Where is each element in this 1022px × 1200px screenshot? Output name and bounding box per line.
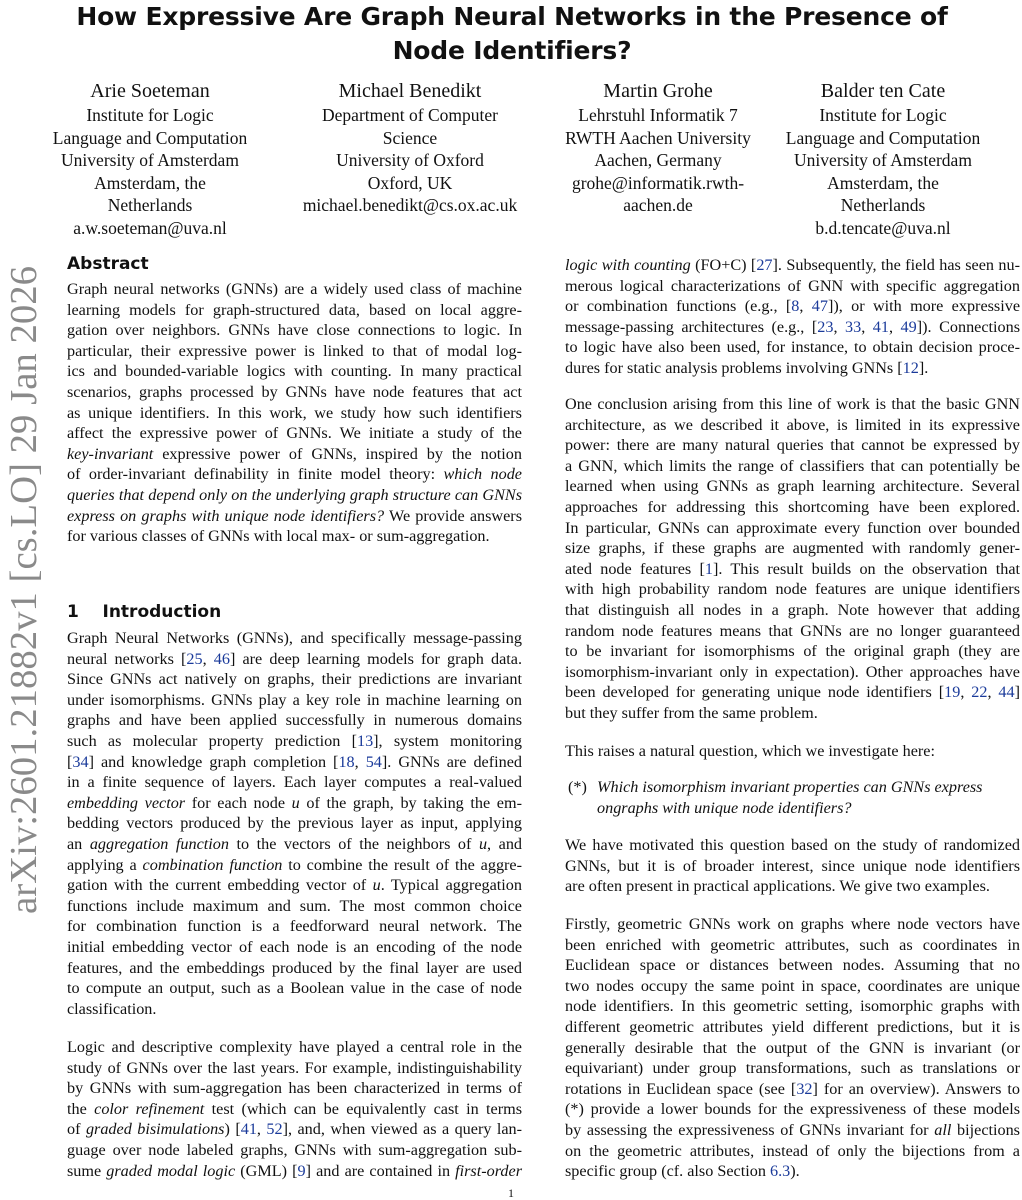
text-line: been developed for generating unique node identifiers [19, 22, 44] [565,683,1020,702]
text-line: approaches for addressing this shortcoming have been explored. [565,497,1020,516]
text-line: different geometric attributes yield different predictions, but it is [565,1017,1020,1036]
text-line: [34] and knowledge graph completion [18, 54]. GNNs are defined [67,752,523,771]
author-name: Balder ten Cate [820,80,946,102]
text-line: This raises a natural question, which we investigate here: [565,742,935,760]
author-email: aachen.de [623,195,693,215]
text-line: features, and the embeddings produced by the final layer are used [67,958,522,977]
text-line: guage over node labeled graphs, GNNs with sum-aggregation sub- [67,1140,522,1159]
citation-link[interactable]: 41 [240,1120,257,1139]
citation-link[interactable]: 32 [796,1079,813,1098]
text-line: learning models for graph-structured data, based on local aggre- [67,300,522,319]
text-line: as unique identifiers. In this work, we study how such identifiers [67,403,522,422]
text-line: but they suffer from the same problem. [565,703,818,722]
text-line: by GNNs with sum-aggregation has been characterized in terms of [67,1079,522,1098]
text-line: message-passing architectures (e.g., [23, 33, 41, 49]). Connections [565,317,1021,336]
author-affil: Aachen, Germany [594,150,722,170]
text-line: under isomorphisms. GNNs play a key role in machine learning on [67,690,522,709]
text-line: One conclusion arising from this line of work is that the basic GNN [565,395,1020,413]
author-name: Martin Grohe [603,80,713,102]
text-line: or combination functions (e.g., [8, 47]), or with more expressive [565,297,1021,316]
citation-link[interactable]: 34 [72,752,89,771]
text-line: merous logical characterizations of GNN with specific aggregation [565,276,1020,295]
text-line: embedding vector for each node u of the graph, by taking the em- [67,793,522,812]
text-line: such as molecular property prediction [13], system monitoring [67,731,522,750]
author-affil: Language and Computation [785,127,981,148]
text-line: applying a combination function to combine the result of the aggre- [67,855,523,874]
text-line: Since GNNs act natively on graphs, their predictions are invariant [67,670,522,689]
text-line: learned when using GNNs as graph learning architecture. Several [565,477,1020,496]
author-name: Arie Soeteman [90,80,210,102]
text-line: study of GNNs over the last years. For example, indistinguishability [67,1058,522,1077]
citation-link[interactable]: 44 [998,683,1015,702]
text-line: been enriched with geometric attributes, such as coordinates in [565,935,1020,954]
title-line-1: How Expressive Are Graph Neural Networks in the Presence of [76,2,948,31]
citation-link[interactable]: 33 [845,317,862,336]
text-line: that distinguish all nodes in a graph. Note however that adding [565,600,1020,619]
citation-link[interactable]: 41 [872,317,889,336]
author-affil: University of Amsterdam [794,150,972,170]
text-line: GNNs, but it is of broader interest, since unique node identifiers [565,856,1020,875]
text-line: are often present in practical applications. We give two examples. [565,877,990,896]
author-affil: Lehrstuhl Informatik 7 [578,105,738,125]
title-line-2: Node Identifiers? [392,36,632,65]
text-line: a GNN, which limits the range of classifiers that can potentially be [565,456,1020,475]
right-paragraph-1 [565,255,1020,379]
text-line: sume graded modal logic (GML) [9] and are contained in first-order [67,1161,522,1180]
citation-link[interactable]: 13 [356,731,374,750]
text-line: in a finite sequence of layers. Each layer computes a real-valued [67,773,522,792]
text-line: for combination function is a feedforward neural network. The [67,917,522,936]
right-paragraph-3 [565,741,1020,762]
citation-link[interactable]: 8 [791,297,800,316]
citation-link[interactable]: 23 [817,317,834,336]
author-email: michael.benedikt@cs.ox.ac.uk [302,195,518,215]
text-line: rotations in Euclidean space (see [32] for an overview). Answers to [565,1079,1021,1098]
citation-link[interactable]: 25 [186,649,203,668]
text-line: scenarios, graphs processed by GNNs have node features that act [67,382,522,401]
text-line: ics and bounded-variable logics with counting. In many practical [67,362,522,381]
text-line: isomorphism-invariant only in expectation). Other approaches have [565,662,1020,681]
abstract-body [67,279,522,547]
citation-link[interactable]: 27 [756,256,773,274]
author-affil: University of Oxford [336,150,484,170]
text-line: power: there are many natural queries that cannot be expressed by [565,436,1020,455]
author-affil: Institute for Logic [86,105,214,125]
question-text [597,777,1020,818]
text-line: We have motivated this question based on the study of randomized [565,836,1020,854]
text-line: with high probability random node features are unique identifiers [565,580,1020,599]
text-line: classification. [67,999,157,1018]
text-line: for various classes of GNNs with local max- or sum-aggregation. [67,527,490,546]
text-line: to compute an output, such as a Boolean value in the case of node [67,979,522,998]
text-line: (*) provide a lower bounds for the expressiveness of these models [565,1100,1020,1119]
text-line: to logic have also been used, for instance, to obtain decision proce- [565,338,1020,357]
text-line: graphs and have been applied successfully in numerous domains [67,711,522,730]
text-line: of graded bisimulations) [41, 52], and, when viewed as a query lan- [67,1120,523,1139]
text-line: size graphs, if these graphs are augmented with randomly gener- [565,539,1020,558]
text-line: gation with the current embedding vector of u. Typical aggregation [67,876,522,895]
text-line: Graph Neural Networks (GNNs), and specifically message-passing [67,629,522,647]
author-affil: Oxford, UK [367,172,453,193]
text-line: Graph neural networks (GNNs) are a widely used class of machine [67,280,522,298]
text-line: equivariant) under group transformations, such as translations or [565,1059,1020,1078]
author-affil: Department of Computer [322,105,498,125]
text-line: particular, their expressive power is linked to that of modal log- [67,341,522,360]
arxiv-id: arXiv:2601.21882v1 [cs.LO] 29 Jan 2026 [3,278,45,914]
text-line: In particular, GNNs can approximate every function over bounded [565,518,1020,537]
text-line: express on graphs with unique node identifiers? We provide answers [67,506,522,525]
text-line: by assessing the expressiveness of GNNs invariant for all bijections [565,1120,1020,1139]
author-2 [292,78,528,217]
text-line: ated node features [1]. This result builds on the observation that [565,559,1020,578]
text-line: generally desirable that the output of the GNN is invariant (or [565,1038,1020,1057]
text-line: Logic and descriptive complexity have played a central role in the [67,1038,522,1056]
text-line: Euclidean space or distances between nodes. Assuming that no [565,956,1020,975]
author-affil: Netherlands [840,195,926,215]
right-paragraph-2 [565,394,1020,724]
text-line: Which isomorphism invariant properties can GNNs express on [597,778,983,817]
text-line: affect the expressive power of GNNs. We initiate a study of the [67,424,522,443]
text-line: key-invariant expressive power of GNNs, inspired by the notion [67,444,522,463]
paper-title [40,0,984,68]
author-affil: RWTH Aachen University [565,127,751,148]
author-affil: Language and Computation [52,127,248,148]
citation-link[interactable]: 54 [365,752,382,771]
text-line: functions include maximum and sum. The most common choice [67,896,522,915]
citation-link[interactable]: 22 [971,683,988,702]
question-marker: (*) [568,778,587,796]
right-paragraph-4 [565,835,1020,897]
text-line: logic with counting (FO+C) [27]. Subsequently, the field has seen nu- [565,256,1020,274]
text-line: of order-invariant definability in finite model theory: which node [67,465,522,484]
citation-link[interactable]: 6.3 [769,1162,791,1181]
author-affil: Amsterdam, the [827,172,939,193]
page-number: 1 [508,1186,514,1200]
text-line: specific group (cf. also Section 6.3). [565,1162,800,1181]
right-paragraph-5 [565,914,1020,1182]
citation-link[interactable]: 49 [900,317,917,336]
text-line: architecture, as we described it above, is limited in its expressive [565,415,1020,434]
abstract-heading: Abstract [67,254,149,274]
text-line: initial embedding vector of each node is an encoding of the node [67,937,522,956]
author-1 [30,78,270,239]
introduction-heading: 1 Introduction [67,602,222,622]
author-3 [538,78,778,217]
citation-link[interactable]: 46 [213,649,230,668]
text-line: queries that depend only on the underlying graph structure can GNNs [67,485,522,504]
text-line: random node features means that GNNs are no longer guaranteed [565,621,1020,640]
author-affil: Science [382,127,438,148]
text-line: an aggregation function to the vectors of the neighbors of u, and [67,834,523,853]
author-email: b.d.tencate@uva.nl [815,217,951,238]
author-4 [766,78,1000,239]
citation-link[interactable]: 19 [944,683,961,702]
text-line: bedding vectors produced by the previous layer as input, applying [67,814,522,833]
text-line: on the geometric attributes, instead of only the bijections from a [565,1141,1020,1160]
citation-link[interactable]: 47 [811,297,828,316]
text-line: to be invariant for isomorphisms of the original graph (they are [565,642,1020,661]
citation-link[interactable]: 52 [266,1120,283,1139]
text-line: node identifiers. In this geometric setting, isomorphic graphs with [565,997,1020,1016]
author-affil: Amsterdam, the [94,172,206,193]
author-name: Michael Benedikt [338,80,482,102]
text-line: dures for static analysis problems involving GNNs [12]. [565,358,929,377]
text-line: gation over neighbors. GNNs have close connections to logic. In [67,321,522,340]
text-line: the color refinement test (which can be equivalently cast in terms [67,1099,523,1118]
text-line: Firstly, geometric GNNs work on graphs where node vectors have [565,915,1020,933]
citation-link[interactable]: 18 [338,752,355,771]
citation-link[interactable]: 12 [902,358,919,377]
author-email: grohe@informatik.rwth- [571,172,745,193]
text-line: neural networks [25, 46] are deep learning models for graph data. [67,649,523,668]
author-affil: University of Amsterdam [61,150,239,170]
author-affil: Institute for Logic [819,105,947,125]
author-email: a.w.soeteman@uva.nl [73,217,227,238]
intro-paragraph-1 [67,628,522,1019]
intro-paragraph-2 [67,1037,522,1181]
citation-link[interactable]: 9 [297,1161,306,1180]
arxiv-sidebar-stamp [0,262,50,922]
citation-link[interactable]: 1 [704,559,713,578]
text-line: two nodes occupy the same point in space, coordinates are unique [565,976,1020,995]
text-line: graphs with unique node identifiers? [613,798,852,817]
author-affil: Netherlands [107,195,193,215]
